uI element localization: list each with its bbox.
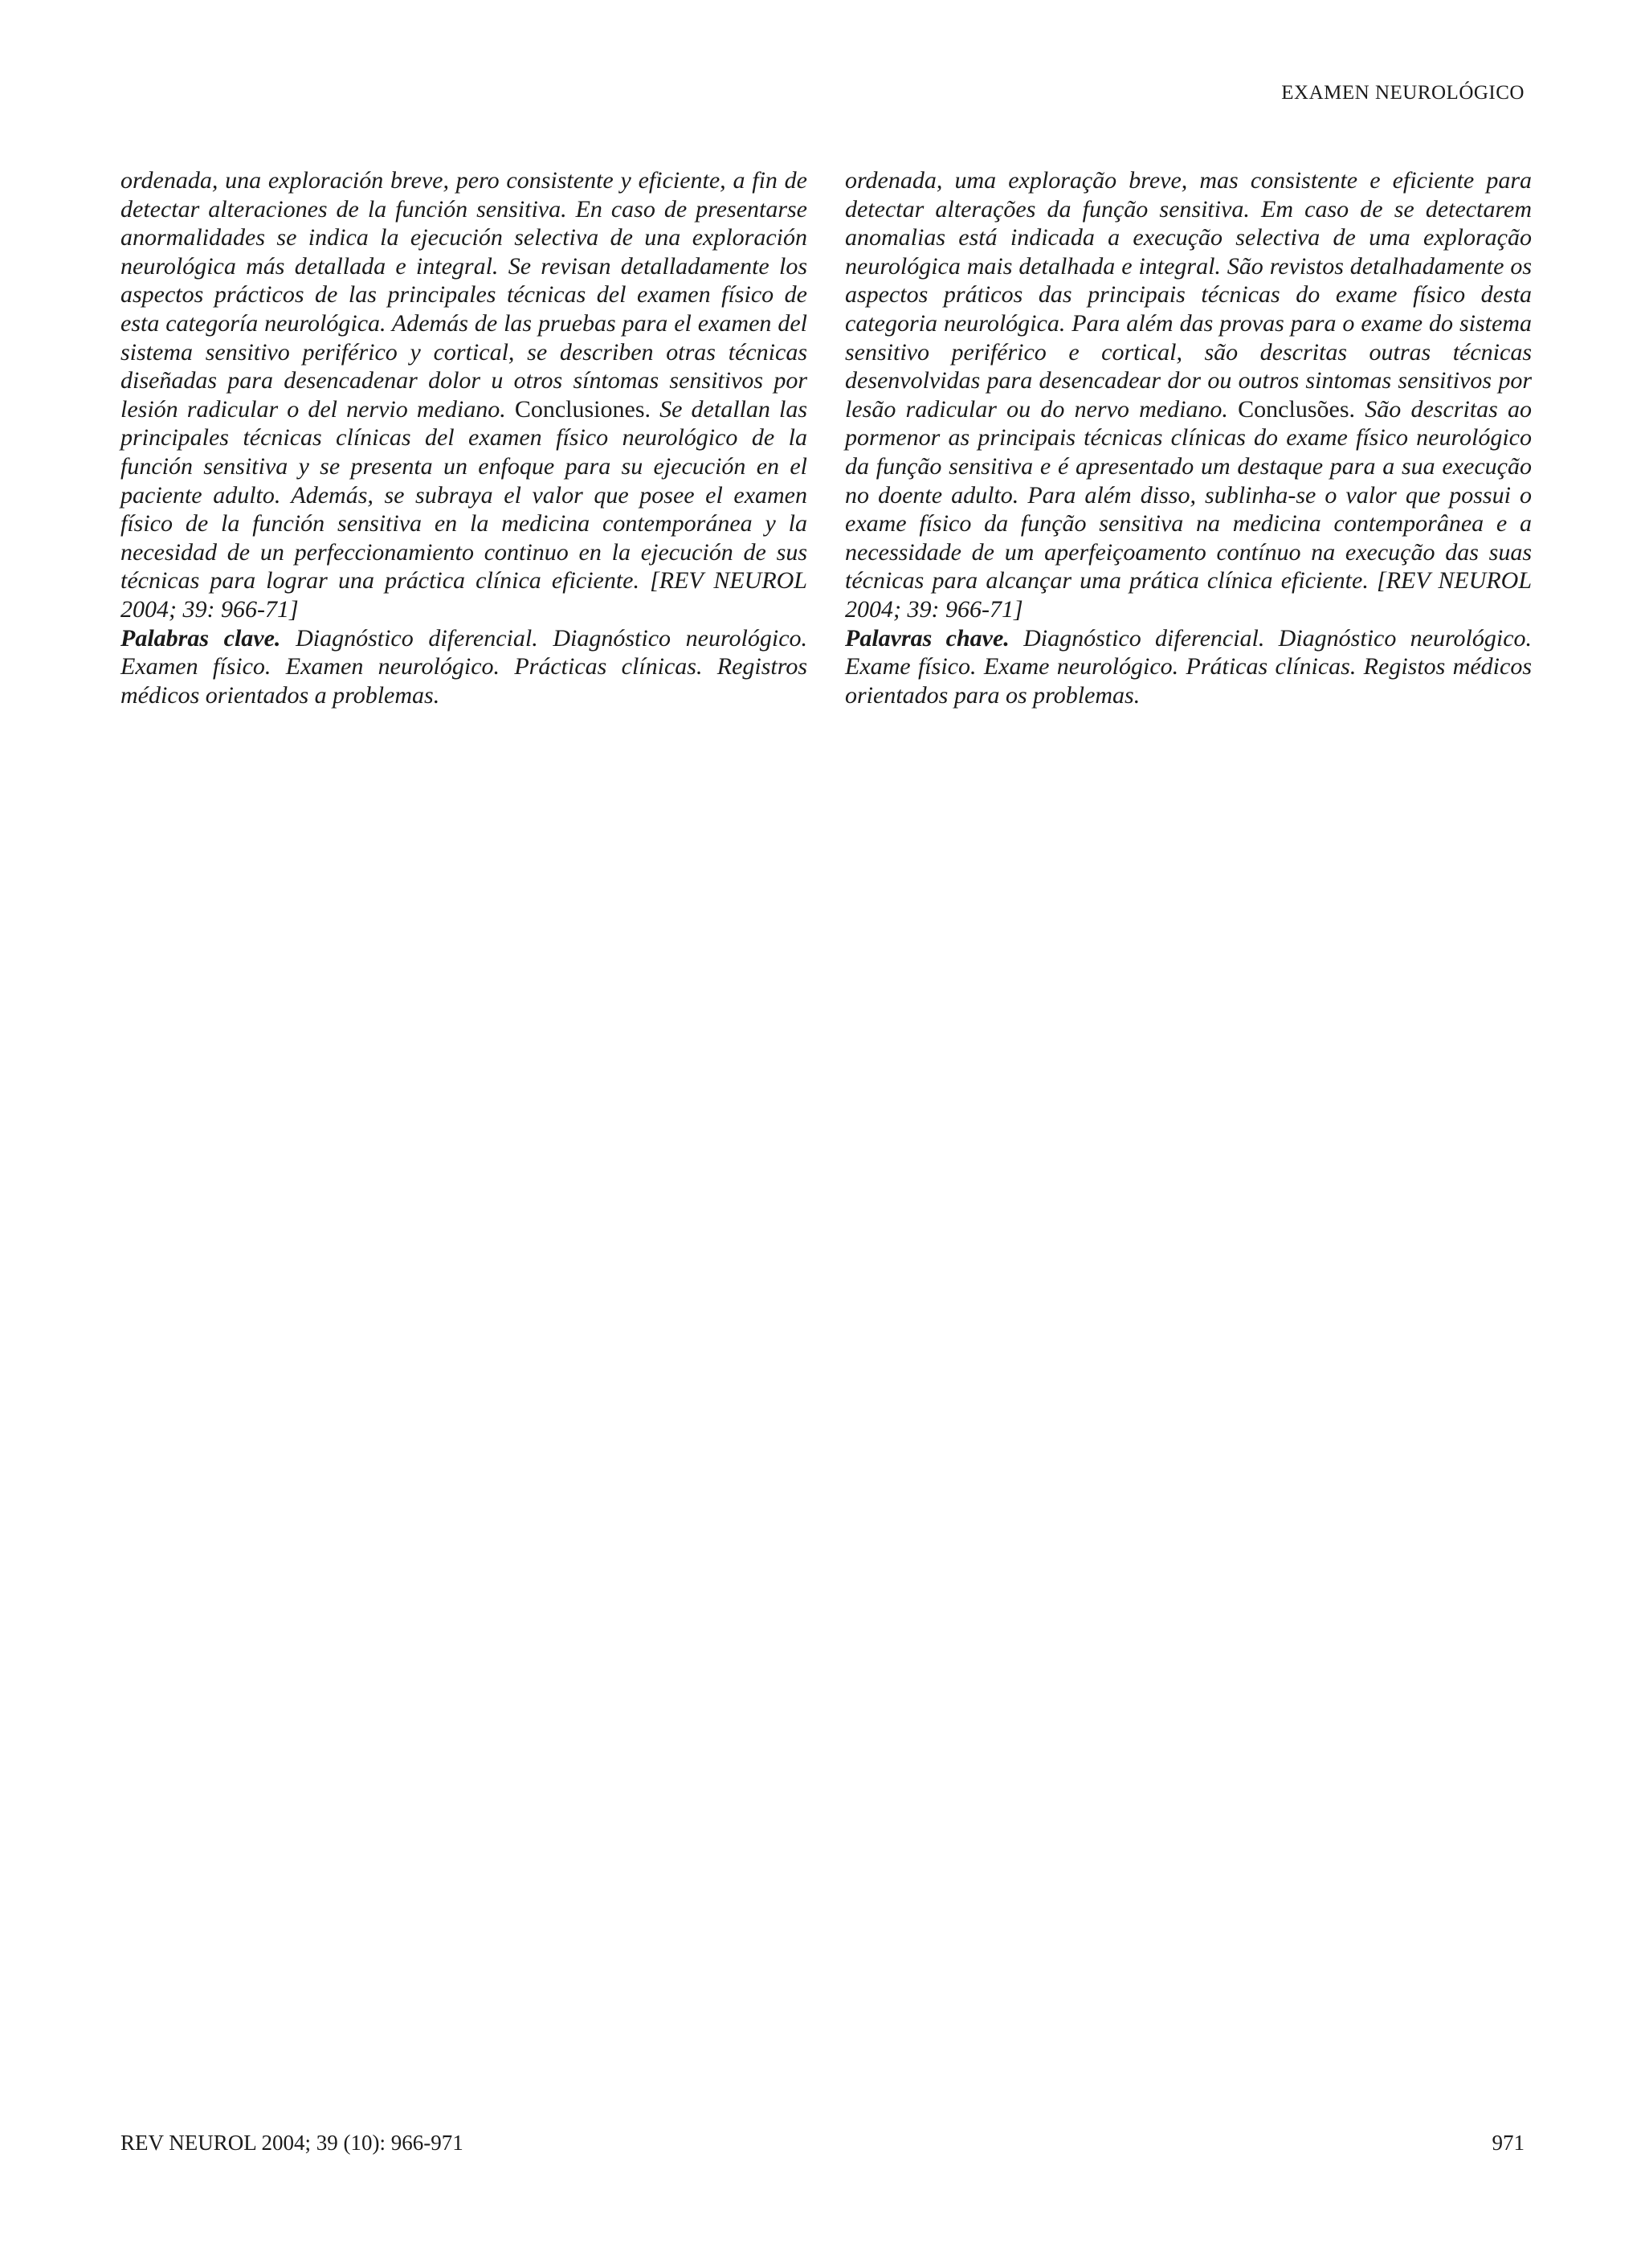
abstract-paragraph [120,166,807,624]
keywords-paragraph [120,624,807,710]
abstract-portuguese-column [845,166,1532,709]
keywords-text: Diagnóstico diferencial. Diagnóstico neurológico. Exame físico. Exame neurológico. Práticas clínicas. Registos médicos orientados para os problemas. [845,624,1533,709]
keywords-text: Diagnóstico diferencial. Diagnóstico neurológico. Examen físico. Examen neurológico. Prácticas clínicas. Registros médicos orientados a problemas. [120,624,808,709]
abstract-text: ordenada, uma exploração breve, mas consistente e eficiente para detectar alterações da função sensitiva. Em caso de se detectarem anomalias está indicada a execução selectiva de uma exploração neurológica mais detalhada e integral. São revistos detalhadamente os aspectos práticos das principais técnicas do exame físico desta categoria neurológica. Para além das provas para o exame do sistema sensitivo periférico e cortical, são descritas outras técnicas desenvolvidas para desencadear dor ou outros sintomas sensitivos por lesão radicular ou do nervo mediano. [845,167,1532,423]
abstract-text: ordenada, una exploración breve, pero consistente y eficiente, a fin de detectar alteraciones de la función sensitiva. En caso de presentarse anormalidades se indica la ejecución selectiva de una exploración neurológica más detallada e integral. Se revisan detalladamente los aspectos prácticos de las principales técnicas del examen físico de esta categoría neurológica. Además de las pruebas para el examen del sistema sensitivo periférico y cortical, se describen otras técnicas diseñadas para desencadenar dolor u otros síntomas sensitivos por lesión radicular o del nervio mediano. [120,167,807,423]
keywords-label: Palabras clave. [120,624,281,652]
conclusions-label: Conclusiones. [514,395,651,423]
abstract-spanish-column [120,166,807,709]
conclusions-text: São descritas ao pormenor as principais técnicas clínicas do exame físico neurológico da função sensitiva e é apresentado um destaque para a sua execução no doente adulto. Para além disso, sublinha-se o valor que possui o exame físico da função sensitiva na medicina contemporânea e a necessidade de um aperfeiçoamento contínuo na execução das suas técnicas para alcançar uma prática clínica eficiente. [REV NEUROL 2004; 39: 966-71] [845,395,1533,623]
page-number: 971 [1492,2131,1525,2155]
conclusions-label: Conclusões. [1238,395,1355,423]
keywords-paragraph [845,624,1532,710]
running-head: EXAMEN NEUROLÓGICO [1281,82,1525,104]
keywords-label: Palavras chave. [845,624,1010,652]
footer-citation: REV NEUROL 2004; 39 (10): 966-971 [120,2131,463,2155]
abstract-paragraph [845,166,1532,624]
conclusions-text: Se detallan las principales técnicas clínicas del examen físico neurológico de la función sensitiva y se presenta un enfoque para su ejecución en el paciente adulto. Además, se subraya el valor que posee el examen físico de la función sensitiva en la medicina contemporánea y la necesidad de un perfeccionamiento continuo en la ejecución de sus técnicas para lograr una práctica clínica eficiente. [REV NEUROL 2004; 39: 966-71] [120,395,808,623]
